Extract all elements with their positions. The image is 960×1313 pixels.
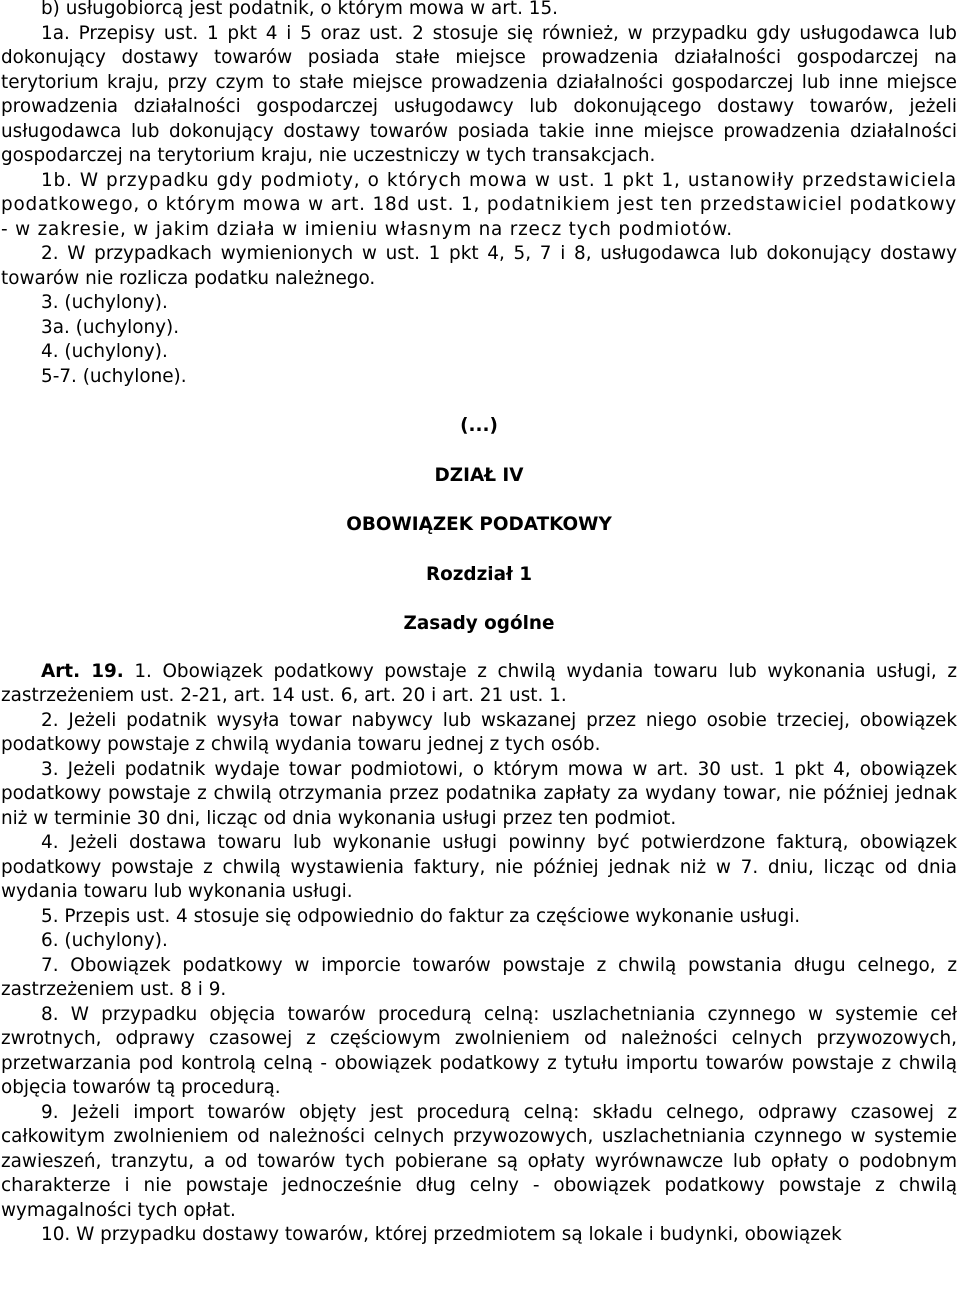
document-page [1, 0, 957, 1248]
omission-marker: (...) [460, 415, 498, 436]
article-19-paragraph-10: 10. W przypadku dostawy towarów, której przedmiotem są lokale i budynki, obowiązek [41, 1224, 842, 1245]
article-19-paragraph-4: 4. Jeżeli dostawa towaru lub wykonanie usługi powinny być potwierdzone fakturą, obowiązek podatkowy powstaje z chwilą wystawienia faktury, nie później jednak niż w 7. dniu, licząc od dnia wydania towaru lub wykonania usługi. [1, 832, 957, 902]
paragraph-b: b) usługobiorcą jest podatnik, o którym mowa w art. 15. [41, 0, 559, 19]
article-label: Art. 19. [41, 660, 124, 682]
division-title: OBOWIĄZEK PODATKOWY [346, 514, 612, 535]
division-heading: DZIAŁ IV [434, 464, 524, 486]
article-19-paragraph-5: 5. Przepis ust. 4 stosuje się odpowiednio do faktur za częściowe wykonanie usługi. [41, 905, 801, 927]
article-19-paragraph-2: 2. Jeżeli podatnik wysyła towar nabywcy lub wskazanej przez niego osobie trzeciej, obowiązek podatkowy powstaje z chwilą wydania towaru jednej z tych osób. [1, 709, 957, 755]
article-19-paragraph-9: 9. Jeżeli import towarów objęty jest procedurą celną: składu celnego, odprawy czasowej z całkowitym zwolnieniem od należności celnych przywozowych, uszlachetniania czynnego w systemie zawieszeń, tranzytu, a od towarów tych pobierane są opłaty wyrównawcze lub opłaty o podobnym charakterze i nie powstaje jednocześnie dług celny - obowiązek podatkowy powstaje z chwilą wymagalności tych opłat. [1, 1101, 957, 1221]
paragraph-1b: 1b. W przypadku gdy podmioty, o których mowa w ust. 1 pkt 1, ustanowiły przedstawiciela podatkowego, o którym mowa w art. 18d ust. 1, podatnikiem jest ten przedstawiciel podatkowy - w zakresie, w jakim działa w imieniu własnym na rzecz tych podmiotów. [1, 169, 957, 240]
paragraph-5-7: 5-7. (uchylone). [41, 365, 187, 387]
article-19-paragraph-6: 6. (uchylony). [41, 930, 168, 951]
article-paragraph-text: 1. Obowiązek podatkowy powstaje z chwilą wydania towaru lub wykonania usługi, z zastrzeżeniem ust. 2-21, art. 14 ust. 6, art. 20 i art. 21 ust. 1. [1, 660, 957, 706]
paragraph-3a: 3a. (uchylony). [41, 316, 180, 338]
chapter-title: Zasady ogólne [403, 613, 555, 634]
paragraph-3: 3. (uchylony). [41, 292, 168, 313]
chapter-heading: Rozdział 1 [425, 563, 533, 585]
article-19-paragraph-3: 3. Jeżeli podatnik wydaje towar podmiotowi, o którym mowa w art. 30 ust. 1 pkt 4, obowiązek podatkowy powstaje z chwilą otrzymania przez podatnika zapłaty za wydany towar, nie później jednak niż w terminie 30 dni, licząc od dnia wykonania usługi przez ten podmiot. [1, 758, 957, 829]
paragraph-1a: 1a. Przepisy ust. 1 pkt 4 i 5 oraz ust. 2 stosuje się również, w przypadku gdy usługodawca lub dokonujący dostawy towarów posiada stałe miejsce prowadzenia działalności gospodarczej na terytorium kraju, przy czym to stałe miejsce prowadzenia działalności gospodarczej lub inne miejsce prowadzenia działalności gospodarczej usługodawcy lub dokonującego dostawy towarów, jeżeli usługodawca lub dokonujący dostawy towarów posiada takie inne miejsce prowadzenia działalności gospodarczej na terytorium kraju, nie uczestniczy w tych transakcjach. [1, 22, 957, 166]
paragraph-4: 4. (uchylony). [41, 341, 168, 362]
article-19-paragraph-1 [1, 660, 957, 709]
article-19-paragraph-7: 7. Obowiązek podatkowy w imporcie towarów powstaje z chwilą powstania długu celnego, z zastrzeżeniem ust. 8 i 9. [1, 954, 957, 1000]
paragraph-2: 2. W przypadkach wymienionych w ust. 1 pkt 4, 5, 7 i 8, usługodawca lub dokonujący dostawy towarów nie rozlicza podatku należnego. [1, 243, 957, 289]
article-19-paragraph-8: 8. W przypadku objęcia towarów procedurą celną: uszlachetniania czynnego w systemie ceł zwrotnych, odprawy czasowej z częściowym zwolnieniem od należności celnych przywozowych, przetwarzania pod kontrolą celną - obowiązek podatkowy z tytułu importu towarów powstaje z chwilą objęcia towarów tą procedurą. [1, 1003, 957, 1098]
